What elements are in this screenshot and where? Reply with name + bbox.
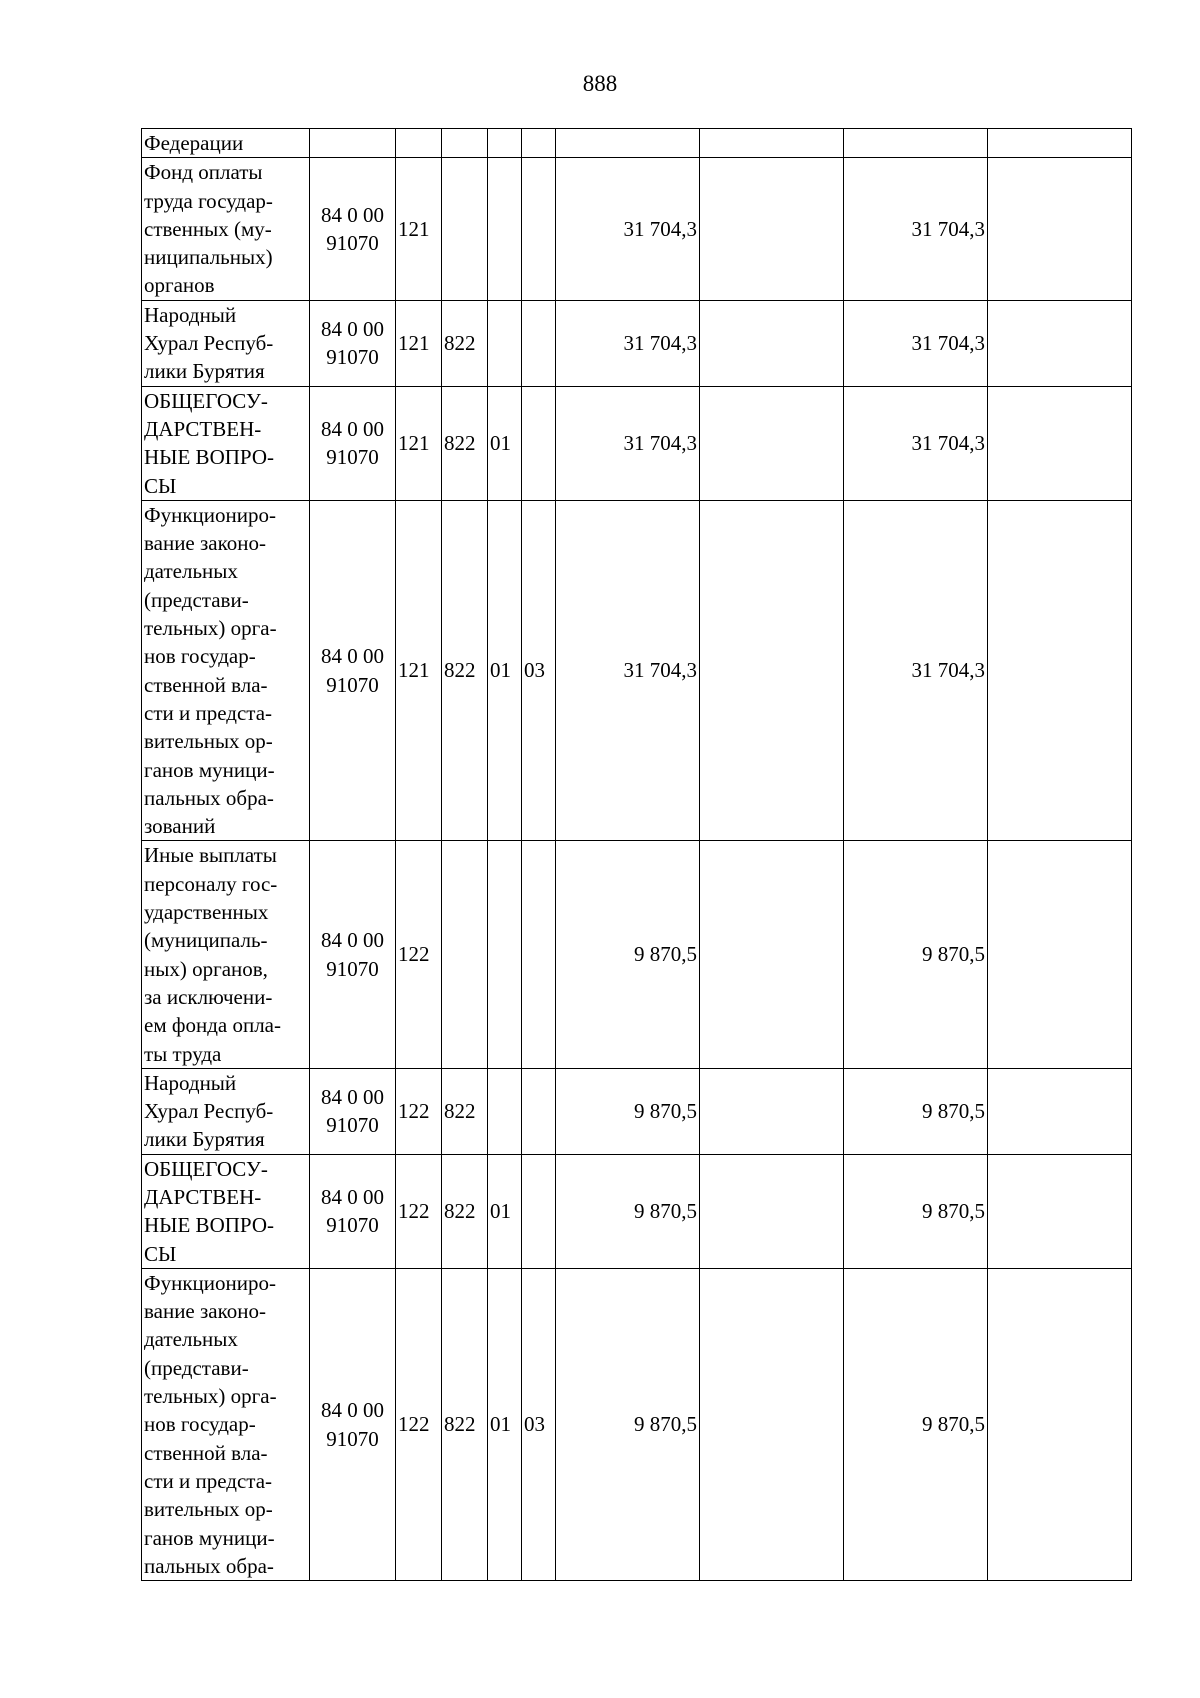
cell-sum4 [988, 1068, 1132, 1154]
cell-rz [488, 129, 522, 158]
cell-csr: 84 0 00 91070 [310, 1268, 396, 1580]
cell-sum2 [700, 1268, 844, 1580]
cell-sum4 [988, 158, 1132, 300]
cell-sum3: 31 704,3 [844, 158, 988, 300]
cell-pr [522, 1154, 556, 1268]
cell-pr [522, 158, 556, 300]
cell-sum1: 9 870,5 [556, 1068, 700, 1154]
cell-vr: 122 [396, 1268, 442, 1580]
cell-rz [488, 300, 522, 386]
cell-csr: 84 0 00 91070 [310, 300, 396, 386]
table-row [142, 158, 1132, 300]
cell-csr [310, 129, 396, 158]
cell-grbs: 822 [442, 1068, 488, 1154]
cell-sum4 [988, 841, 1132, 1068]
cell-sum3 [844, 129, 988, 158]
cell-sum2 [700, 129, 844, 158]
cell-vr [396, 129, 442, 158]
cell-sum3: 31 704,3 [844, 386, 988, 500]
cell-name: ОБЩЕГОСУ- ДАРСТВЕН- НЫЕ ВОПРО- СЫ [142, 386, 310, 500]
cell-rz [488, 158, 522, 300]
cell-sum3: 31 704,3 [844, 500, 988, 841]
cell-csr: 84 0 00 91070 [310, 158, 396, 300]
table-row [142, 129, 1132, 158]
budget-table [141, 128, 1132, 1581]
cell-grbs: 822 [442, 300, 488, 386]
cell-grbs [442, 841, 488, 1068]
cell-name: Народный Хурал Респуб- лики Бурятия [142, 300, 310, 386]
cell-csr: 84 0 00 91070 [310, 1068, 396, 1154]
cell-pr [522, 1068, 556, 1154]
cell-sum2 [700, 300, 844, 386]
cell-sum4 [988, 300, 1132, 386]
cell-sum3: 9 870,5 [844, 1068, 988, 1154]
cell-name: Функциониро- вание законо- дательных (представи- тельных) орга- нов государ- ственной вла- сти и предста- вительных ор- ганов муници- пальных обра- [142, 1268, 310, 1580]
cell-csr: 84 0 00 91070 [310, 841, 396, 1068]
cell-pr: 03 [522, 1268, 556, 1580]
cell-sum3: 9 870,5 [844, 1268, 988, 1580]
cell-rz: 01 [488, 500, 522, 841]
cell-sum4 [988, 1268, 1132, 1580]
cell-pr [522, 129, 556, 158]
cell-grbs: 822 [442, 500, 488, 841]
cell-rz: 01 [488, 1154, 522, 1268]
table-row [142, 1268, 1132, 1580]
cell-vr: 122 [396, 1068, 442, 1154]
cell-sum1: 31 704,3 [556, 158, 700, 300]
cell-sum1: 9 870,5 [556, 1154, 700, 1268]
cell-sum4 [988, 129, 1132, 158]
page-number: 888 [582, 71, 618, 96]
cell-name: Иные выплаты персоналу гос- ударственных (муниципаль- ных) органов, за исключени- ем фонда опла- ты труда [142, 841, 310, 1068]
cell-name: Народный Хурал Респуб- лики Бурятия [142, 1068, 310, 1154]
cell-csr: 84 0 00 91070 [310, 1154, 396, 1268]
cell-pr [522, 386, 556, 500]
cell-sum2 [700, 841, 844, 1068]
cell-name: Фонд оплаты труда государ- ственных (му- ниципальных) органов [142, 158, 310, 300]
cell-sum4 [988, 386, 1132, 500]
cell-vr: 121 [396, 300, 442, 386]
table-row [142, 300, 1132, 386]
cell-rz: 01 [488, 386, 522, 500]
cell-csr: 84 0 00 91070 [310, 500, 396, 841]
cell-name: ОБЩЕГОСУ- ДАРСТВЕН- НЫЕ ВОПРО- СЫ [142, 1154, 310, 1268]
cell-grbs [442, 129, 488, 158]
cell-sum4 [988, 500, 1132, 841]
cell-sum2 [700, 500, 844, 841]
cell-name: Федерации [142, 129, 310, 158]
cell-sum3: 9 870,5 [844, 841, 988, 1068]
cell-name: Функциониро- вание законо- дательных (представи- тельных) орга- нов государ- ственной вла- сти и предста- вительных ор- ганов муници- пальных обра- зований [142, 500, 310, 841]
cell-pr: 03 [522, 500, 556, 841]
cell-sum1: 9 870,5 [556, 841, 700, 1068]
cell-sum1: 9 870,5 [556, 1268, 700, 1580]
cell-sum2 [700, 1068, 844, 1154]
cell-vr: 122 [396, 841, 442, 1068]
table-row [142, 841, 1132, 1068]
cell-rz [488, 1068, 522, 1154]
cell-sum2 [700, 386, 844, 500]
cell-sum4 [988, 1154, 1132, 1268]
cell-pr [522, 300, 556, 386]
table-row [142, 1154, 1132, 1268]
cell-sum1: 31 704,3 [556, 500, 700, 841]
table-row [142, 500, 1132, 841]
cell-grbs [442, 158, 488, 300]
cell-vr: 122 [396, 1154, 442, 1268]
cell-vr: 121 [396, 386, 442, 500]
cell-pr [522, 841, 556, 1068]
cell-sum3: 31 704,3 [844, 300, 988, 386]
cell-sum3: 9 870,5 [844, 1154, 988, 1268]
cell-grbs: 822 [442, 1154, 488, 1268]
table-body [142, 129, 1132, 1581]
cell-sum2 [700, 1154, 844, 1268]
cell-sum1: 31 704,3 [556, 386, 700, 500]
cell-vr: 121 [396, 500, 442, 841]
table-row [142, 1068, 1132, 1154]
cell-rz [488, 841, 522, 1068]
table-row [142, 386, 1132, 500]
cell-sum1 [556, 129, 700, 158]
cell-grbs: 822 [442, 1268, 488, 1580]
cell-rz: 01 [488, 1268, 522, 1580]
cell-grbs: 822 [442, 386, 488, 500]
cell-csr: 84 0 00 91070 [310, 386, 396, 500]
cell-sum1: 31 704,3 [556, 300, 700, 386]
cell-vr: 121 [396, 158, 442, 300]
cell-sum2 [700, 158, 844, 300]
